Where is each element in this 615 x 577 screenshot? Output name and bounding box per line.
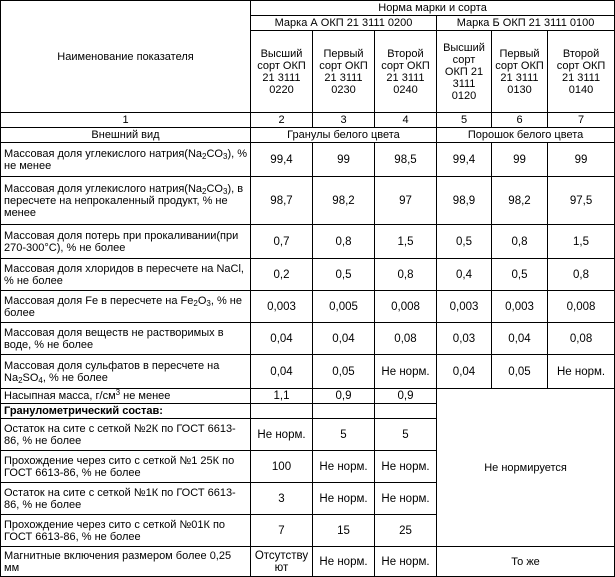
value-cell: 5 <box>313 419 375 451</box>
value-cell: 99 <box>492 143 548 177</box>
grade-b-same: То же <box>437 547 615 577</box>
appearance-grade-b: Порошок белого цвета <box>437 128 615 143</box>
value-cell: 15 <box>313 515 375 547</box>
value-cell: 0,04 <box>251 323 313 355</box>
value-cell: 0,003 <box>251 291 313 323</box>
col-number: 4 <box>375 113 437 128</box>
value-cell: 0,003 <box>437 291 492 323</box>
col-number: 6 <box>492 113 548 128</box>
table-row <box>1 225 615 259</box>
col-number: 5 <box>437 113 492 128</box>
value-cell: 0,5 <box>492 259 548 291</box>
value-cell: Не норм. <box>313 483 375 515</box>
value-cell: 0,9 <box>375 389 437 404</box>
table-row <box>1 143 615 177</box>
value-cell: 100 <box>251 451 313 483</box>
empty-cell <box>251 404 313 419</box>
value-cell: 0,9 <box>313 389 375 404</box>
value-cell: 0,2 <box>251 259 313 291</box>
header-sort-a3: Второй сорт ОКП 21 3111 0240 <box>375 31 437 113</box>
value-cell: 98,2 <box>313 177 375 225</box>
value-cell: Не норм. <box>375 547 437 577</box>
row-label-sieve-01k: Прохождение через сито с сеткой №01К по ГОСТ 6613-86, % не более <box>1 515 251 547</box>
value-cell: Отсутствуют <box>251 547 313 577</box>
row-label-loss: Массовая доля потерь при прокаливании(при 270-300°С), % не более <box>1 225 251 259</box>
row-label-na2co3-calc: Массовая доля углекислого $натрия(Na_2CO_3)$, в пересчете на непрокаленный продукт, % не менее <box>1 177 251 225</box>
value-cell: 99 <box>548 143 615 177</box>
value-cell: 0,04 <box>492 323 548 355</box>
value-cell: 0,04 <box>437 355 492 389</box>
grade-b-not-normalized: Не нормируется <box>437 389 615 547</box>
row-label-insoluble: Массовая доля веществ не растворимых в воде, % не более <box>1 323 251 355</box>
value-cell: 0,03 <box>437 323 492 355</box>
row-label-chlorides: Массовая доля хлоридов в пересчете на NaCl, % не более <box>1 259 251 291</box>
value-cell: 0,008 <box>375 291 437 323</box>
empty-cell <box>313 404 375 419</box>
value-cell: 0,008 <box>548 291 615 323</box>
section-title-granulometry: Гранулометрический состав: <box>1 404 251 419</box>
value-cell: 25 <box>375 515 437 547</box>
value-cell: 0,5 <box>437 225 492 259</box>
value-cell: 99,4 <box>437 143 492 177</box>
col-number: 3 <box>313 113 375 128</box>
value-cell: 0,08 <box>548 323 615 355</box>
empty-cell <box>375 404 437 419</box>
value-cell: 5 <box>375 419 437 451</box>
value-cell: 99,4 <box>251 143 313 177</box>
value-cell: Не норм. <box>375 483 437 515</box>
header-norm-title: Норма марки и сорта <box>251 1 615 16</box>
table-row <box>1 547 615 577</box>
value-cell: 0,005 <box>313 291 375 323</box>
value-cell: Не норм. <box>313 547 375 577</box>
value-cell: Не норм. <box>375 355 437 389</box>
row-label-magnetic: Магнитные включения размером более 0,25 мм <box>1 547 251 577</box>
value-cell: 0,8 <box>548 259 615 291</box>
row-label-sieve-2k: Остаток на сите с сеткой №2К по ГОСТ 6613-86, % не более <box>1 419 251 451</box>
value-cell: 99 <box>313 143 375 177</box>
col-number: 1 <box>1 113 251 128</box>
table-row <box>1 177 615 225</box>
header-grade-a: Марка А ОКП 21 3111 0200 <box>251 16 437 31</box>
row-label-sieve-125k: Прохождение через сито с сеткой №1 25К по ГОСТ 6613-86, % не более <box>1 451 251 483</box>
header-indicator-name: Наименование показателя <box>1 1 251 113</box>
appearance-grade-a: Гранулы белого цвета <box>251 128 437 143</box>
value-cell: 0,05 <box>492 355 548 389</box>
value-cell: 97,5 <box>548 177 615 225</box>
value-cell: 0,08 <box>375 323 437 355</box>
value-cell: 0,8 <box>313 225 375 259</box>
header-grade-b: Марка Б ОКП 21 3111 0100 <box>437 16 615 31</box>
table-row <box>1 259 615 291</box>
row-label-na2co3: Массовая доля углекислого $натрия(Na_2CO_3)$, % не менее <box>1 143 251 177</box>
header-sort-a2: Первый сорт ОКП 21 3111 0230 <box>313 31 375 113</box>
value-cell: Не норм. <box>313 451 375 483</box>
value-cell: 0,4 <box>437 259 492 291</box>
row-label-density: Насыпная масса, $г/см^3$ не менее <box>1 389 251 404</box>
row-label-fe: Массовая доля Fe в пересчете на $Fe_2O_3$, % не более <box>1 291 251 323</box>
table-row <box>1 355 615 389</box>
table-row <box>1 389 615 404</box>
row-label-sulfates: Массовая доля сульфатов в пересчете на $Na_2SO_4$, % не более <box>1 355 251 389</box>
value-cell: 0,05 <box>313 355 375 389</box>
value-cell: 1,5 <box>375 225 437 259</box>
value-cell: 98,9 <box>437 177 492 225</box>
col-number: 2 <box>251 113 313 128</box>
value-cell: 0,003 <box>492 291 548 323</box>
value-cell: 0,5 <box>313 259 375 291</box>
value-cell: 0,8 <box>375 259 437 291</box>
value-cell: 7 <box>251 515 313 547</box>
row-label-appearance: Внешний вид <box>1 128 251 143</box>
table-row <box>1 323 615 355</box>
header-sort-b1: Высший сорт ОКП 21 3111 0120 <box>437 31 492 113</box>
value-cell: 0,04 <box>251 355 313 389</box>
value-cell: Не норм. <box>375 451 437 483</box>
col-number: 7 <box>548 113 615 128</box>
value-cell: Не норм. <box>548 355 615 389</box>
row-label-sieve-1k: Остаток на сите с сеткой №1К по ГОСТ 6613-86, % не более <box>1 483 251 515</box>
value-cell: 0,04 <box>313 323 375 355</box>
header-sort-a1: Высший сорт ОКП 21 3111 0220 <box>251 31 313 113</box>
value-cell: Не норм. <box>251 419 313 451</box>
table-row <box>1 291 615 323</box>
value-cell: 1,1 <box>251 389 313 404</box>
value-cell: 0,8 <box>492 225 548 259</box>
value-cell: 97 <box>375 177 437 225</box>
value-cell: 1,5 <box>548 225 615 259</box>
header-sort-b2: Первый сорт ОКП 21 3111 0130 <box>492 31 548 113</box>
value-cell: 0,7 <box>251 225 313 259</box>
value-cell: 3 <box>251 483 313 515</box>
value-cell: 98,5 <box>375 143 437 177</box>
value-cell: 98,2 <box>492 177 548 225</box>
header-sort-b3: Второй сорт ОКП 21 3111 0140 <box>548 31 615 113</box>
value-cell: 98,7 <box>251 177 313 225</box>
